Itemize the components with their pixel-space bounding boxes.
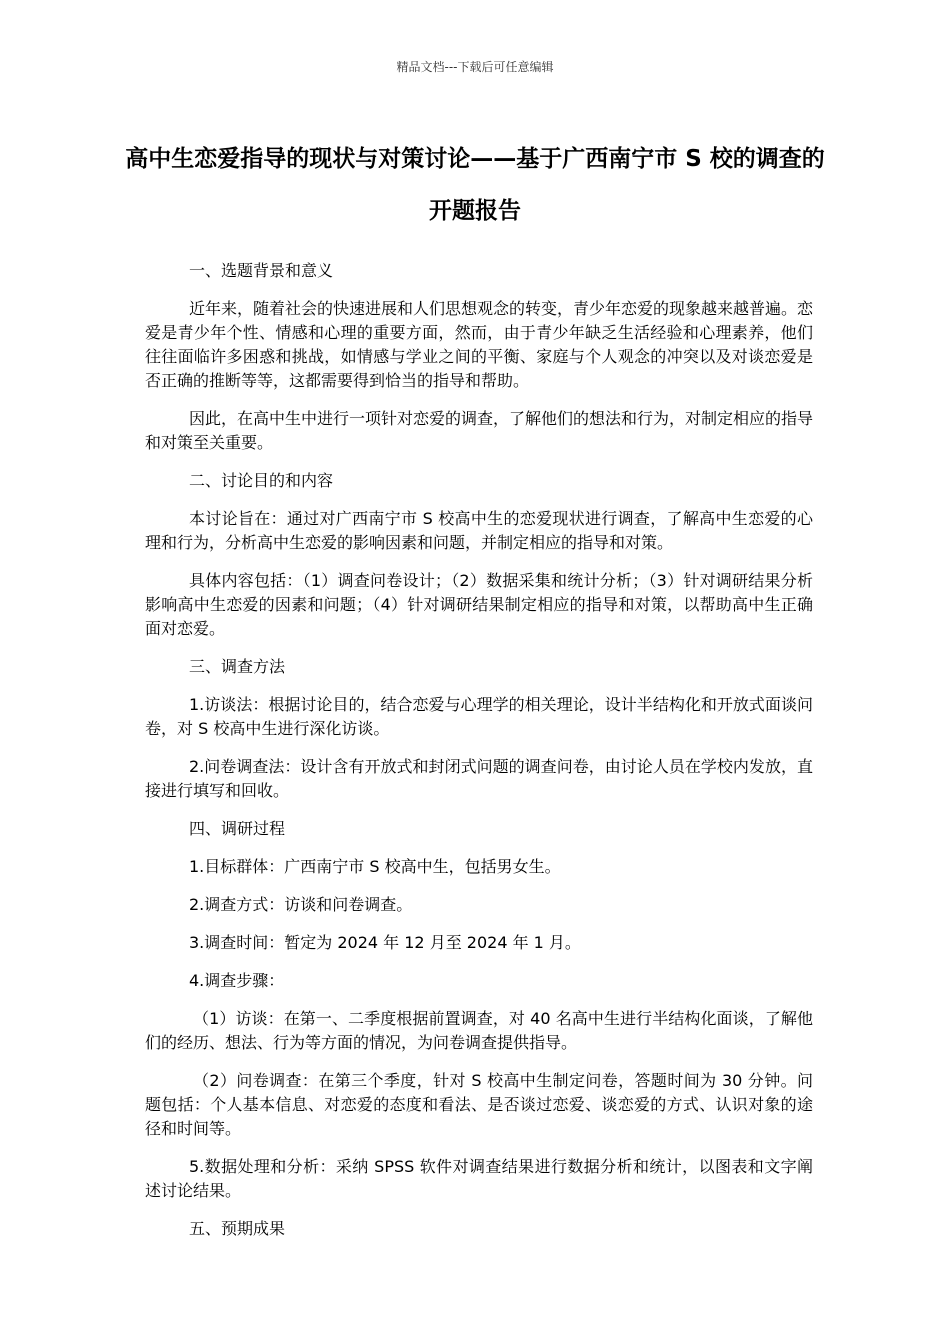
document-title: 高中生恋爱指导的现状与对策讨论——基于广西南宁市 S 校的调查的开题报告 [125,146,825,224]
paragraph-importance: 因此，在高中生中进行一项针对恋爱的调查，了解他们的想法和行为，对制定相应的指导和对策至关重要。 [145,409,814,452]
section-heading-purpose: 二、讨论目的和内容 [189,471,334,490]
paragraph-survey-time: 3.调查时间：暂定为 2024 年 12 月至 2024 年 1 月。 [189,933,581,952]
section-heading-background: 一、选题背景和意义 [189,261,334,280]
section-heading-outcomes: 五、预期成果 [189,1219,286,1238]
paragraph-data-analysis: 5.数据处理和分析：采纳 SPSS 软件对调查结果进行数据分析和统计，以图表和文字阐述讨论结果。 [145,1157,813,1200]
section-heading-methods: 三、调查方法 [189,657,286,676]
paragraph-survey-mode: 2.调查方式：访谈和问卷调查。 [189,895,413,914]
paragraph-purpose: 本讨论旨在：通过对广西南宁市 S 校高中生的恋爱现状进行调查，了解高中生恋爱的心理和行为，分析高中生恋爱的影响因素和问题，并制定相应的指导和对策。 [145,509,813,552]
page-header-note: 精品文档---下载后可任意编辑 [396,60,554,74]
paragraph-content: 具体内容包括：（1）调查问卷设计；（2）数据采集和统计分析；（3）针对调研结果分析影响高中生恋爱的因素和问题；（4）针对调研结果制定相应的指导和对策，以帮助高中生正确面对恋爱。 [145,571,813,638]
paragraph-step-interview: （1）访谈：在第一、二季度根据前置调查，对 40 名高中生进行半结构化面谈，了解他们的经历、想法、行为等方面的情况，为问卷调查提供指导。 [145,1009,813,1052]
paragraph-target-group: 1.目标群体：广西南宁市 S 校高中生，包括男女生。 [189,857,561,876]
paragraph-survey-steps: 4.调查步骤： [189,971,285,990]
paragraph-interview-method: 1.访谈法：根据讨论目的，结合恋爱与心理学的相关理论，设计半结构化和开放式面谈问卷，对 S 校高中生进行深化访谈。 [145,695,813,738]
paragraph-background: 近年来，随着社会的快速进展和人们思想观念的转变，青少年恋爱的现象越来越普遍。恋爱是青少年个性、情感和心理的重要方面，然而，由于青少年缺乏生活经验和心理素养，他们往往面临许多困惑和挑战，如情感与学业之间的平衡、家庭与个人观念的冲突以及对谈恋爱是否正确的推断等等，这都需要得到恰当的指导和帮助。 [145,299,814,390]
paragraph-questionnaire-method: 2.问卷调查法：设计含有开放式和封闭式问题的调查问卷，由讨论人员在学校内发放，直接进行填写和回收。 [145,757,813,800]
paragraph-step-questionnaire: （2）问卷调查：在第三个季度，针对 S 校高中生制定问卷，答题时间为 30 分钟。问题包括：个人基本信息、对恋爱的态度和看法、是否谈过恋爱、谈恋爱的方式、认识对象的途径和时间等。 [145,1071,813,1138]
section-heading-process: 四、调研过程 [189,819,286,838]
document-body [145,259,813,1255]
